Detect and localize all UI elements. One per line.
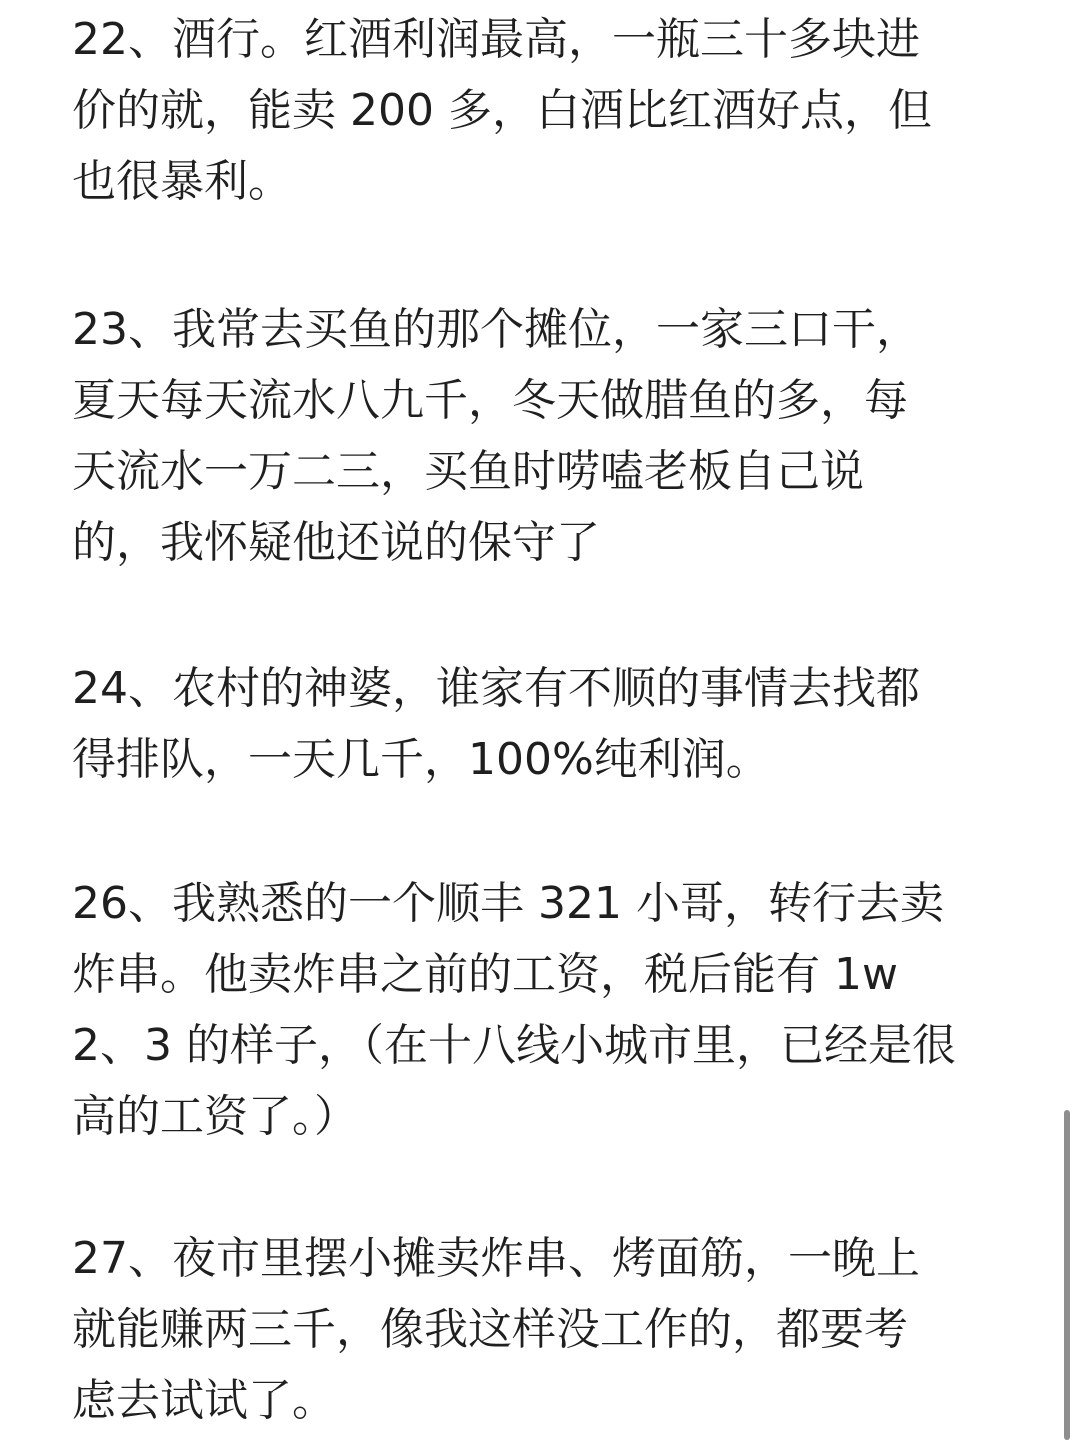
paragraph-line: 也很暴利。 (72, 156, 292, 207)
paragraph-line: 得排队，一天几千，100%纯利润。 (72, 734, 770, 785)
paragraph-26 (72, 868, 1012, 1152)
paragraph-22 (72, 4, 1012, 217)
paragraph-line: 天流水一万二三，买鱼时唠嗑老板自己说 (72, 446, 864, 497)
paragraph-line: 价的就，能卖 200 多，白酒比红酒好点，但 (72, 85, 932, 136)
paragraph-line: 23、我常去买鱼的那个摊位，一家三口干， (72, 304, 920, 355)
paragraph-line: 26、我熟悉的一个顺丰 321 小哥，转行去卖 (72, 878, 944, 929)
paragraph-23 (72, 294, 1012, 578)
paragraph-line: 2、3 的样子，（在十八线小城市里，已经是很 (72, 1020, 956, 1071)
paragraph-line: 就能赚两三千，像我这样没工作的，都要考 (72, 1304, 908, 1355)
vertical-scrollbar[interactable] (1064, 1110, 1070, 1440)
paragraph-24 (72, 653, 1012, 795)
paragraph-line: 的，我怀疑他还说的保守了 (72, 517, 600, 568)
paragraph-line: 24、农村的神婆，谁家有不顺的事情去找都 (72, 663, 920, 714)
paragraph-line: 虑去试试了。 (72, 1375, 336, 1426)
paragraph-27 (72, 1223, 1012, 1436)
paragraph-line: 夏天每天流水八九千，冬天做腊鱼的多，每 (72, 375, 908, 426)
paragraph-line: 高的工资了。） (72, 1091, 358, 1142)
paragraph-line: 27、夜市里摆小摊卖炸串、烤面筋，一晚上 (72, 1233, 920, 1284)
paragraph-line: 22、酒行。红酒利润最高，一瓶三十多块进 (72, 14, 920, 65)
paragraph-line: 炸串。他卖炸串之前的工资，税后能有 1w (72, 949, 898, 1000)
